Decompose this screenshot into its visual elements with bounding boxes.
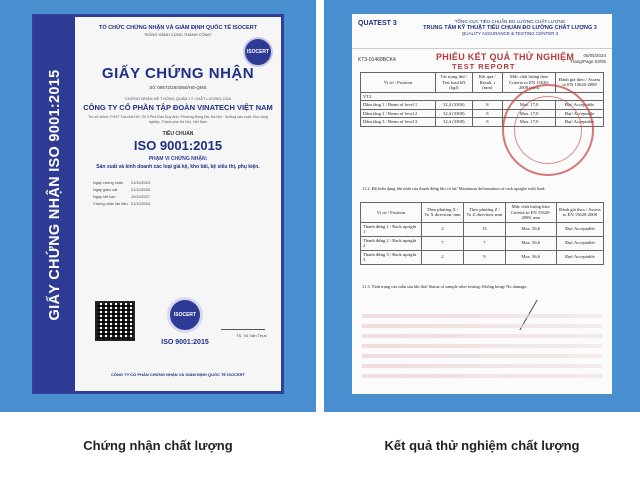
qr-code-icon xyxy=(95,301,135,341)
date-row: Ngày chứng nhận 21/10/2024 xyxy=(93,180,151,185)
certificate-company: CÔNG TY CỔ PHẦN TẬP ĐOÀN VINATECH VIỆT NAM xyxy=(83,103,273,112)
table-row: Thanh đứng 1 / Rack upright 1 2 15 Max. 56,6 Đạt/ Acceptable xyxy=(361,222,604,236)
faint-footer-line xyxy=(362,324,602,328)
faint-footer-line xyxy=(362,344,602,348)
certificate-seal: ISOCERT xyxy=(243,37,273,67)
table-row: Dầm tầng 1 / Beam of level 1 32,4 (3300) 8 Max. 17,0 Đạt/ Acceptable xyxy=(361,101,604,110)
red-stamp-icon xyxy=(502,84,594,176)
panel-gap xyxy=(316,0,324,480)
report-title: PHIẾU KẾT QUẢ THỬ NGHIỆM xyxy=(436,52,575,62)
certificate-bottom xyxy=(79,293,277,383)
table-header-row: Vị trí / Position Theo phương X / To X direction, mm Theo phương Z / To Z direction, mm Mức chất lượng theo Criteria to EN 15620-2008, mm Đánh giá theo / Assess to EN 15620-2008 xyxy=(361,203,604,223)
upright-deformation-table xyxy=(360,202,604,265)
certificate-title: GIẤY CHỨNG NHẬN xyxy=(101,65,255,82)
table-row: Thanh đứng 2 / Rack upright 2 7 7 Max. 56,6 Đạt/ Acceptable xyxy=(361,236,604,250)
certificate-standard-label: TIÊU CHUẨN xyxy=(162,131,194,137)
certificate-scope: Sản xuất và kinh doanh các loại giá kệ, kho bãi, kệ siêu thị, phụ kiện. xyxy=(96,164,260,170)
report-note-2: 11.3. Tình trạng của mẫu sau khi thử/ Status of sample after testing: Không hỏng/ No damage. xyxy=(362,284,528,289)
faint-footer-line xyxy=(362,374,602,378)
test-report xyxy=(352,14,612,394)
report-title-row xyxy=(352,49,612,73)
quality-certificate xyxy=(32,14,284,394)
report-org: TỔNG CỤC TIÊU CHUẨN ĐO LƯỜNG CHẤT LƯỢNG TRUNG TÂM KỸ THUẬT TIÊU CHUẨN ĐO LƯỜNG CHẤT LƯỢNG 3 QUALITY ASSURANCE & TESTING CENTER 3 xyxy=(423,19,597,36)
table-header-row: Vị trí / Position Tải trọng thử / Test load kN (kgf) Kết quả / Result, t (mm) Mức chất lượng theo Criteria to EN 15620-2008 (mm) Đánh giá theo / Assess to EN 15620-2008 xyxy=(361,73,604,93)
isocert-logo: ISOCERT xyxy=(167,297,203,333)
quatest-logo: QUATEST 3 xyxy=(358,20,397,27)
certificate-org-sub: "ĐỒNG HÀNH CÙNG THÀNH CÔNG" xyxy=(143,32,213,37)
certificate-sidebar-text: GIẤY CHỨNG NHẬN ISO 9001:2015 xyxy=(47,69,63,321)
report-note-1: 11.2. Độ biến dạng lớn nhất của thanh đứng khi có tải/ Maximum deformation of rack upright with load: xyxy=(362,186,546,191)
certificate-number: Số: 09572/29/4060/HS-QMS xyxy=(149,85,207,90)
certificate-footer-org: CÔNG TY CỔ PHẦN CHỨNG NHẬN VÀ GIÁM ĐỊNH QUỐC TẾ ISOCERT xyxy=(111,372,245,377)
signature-icon xyxy=(221,311,265,330)
date-row: Chứng nhận lần đầu 21/10/2024 xyxy=(93,201,151,206)
certificate-body xyxy=(79,21,277,387)
report-header xyxy=(352,14,612,49)
certificate-sidebar xyxy=(35,17,75,391)
date-row: Ngày hết hạn 20/10/2027 xyxy=(93,194,151,199)
faint-footer-line xyxy=(362,354,602,358)
faint-footer-line xyxy=(362,334,602,338)
table-row: VT2 xyxy=(361,92,604,101)
table-row: Thanh đứng 3 / Rack upright 3 2 9 Max. 56,6 Đạt/ Acceptable xyxy=(361,250,604,264)
caption-right: Kết quả thử nghiệm chất lượng xyxy=(384,438,580,453)
report-page-info: 05/05/2024 Trang/Page 03/05 xyxy=(570,53,606,64)
certificate-address: Trụ sở chính: P.907 Tòa nhà HH, Số 3 Phố Đào Duy Anh, Phường Đống Đa, Hà Nội · Xưởng sản xuất: Khu công nghiệp, Thành phố Hà Nội, Việt Nam xyxy=(88,115,268,124)
date-row: Ngày giám sát 21/10/2025 xyxy=(93,187,151,192)
faint-footer-line xyxy=(362,364,602,368)
certificate-standard: ISO 9001:2015 xyxy=(133,138,223,153)
certificate-signer: TS. Vũ Văn Thực xyxy=(236,333,267,338)
report-code: KT3-01468BCK4 xyxy=(358,57,396,63)
caption-left: Chứng nhận chất lượng xyxy=(83,438,233,453)
certificate-iso-small: ISO 9001:2015 xyxy=(161,339,209,346)
report-title-en: TEST REPORT xyxy=(452,62,516,71)
table-row: Dầm tầng 3 / Beam of level 3 32,4 (3300) 8 Max. 17,0 Đạt/ Acceptable xyxy=(361,118,604,127)
certificate-scope-label: PHẠM VI CHỨNG NHẬN: xyxy=(148,156,208,162)
caption-bar xyxy=(0,412,640,480)
certificate-cert-line: CHỨNG NHẬN HỆ THỐNG QUẢN LÝ CHẤT LƯỢNG CỦA xyxy=(124,96,232,101)
faint-footer-line xyxy=(362,314,602,318)
certificate-org: TỔ CHỨC CHỨNG NHẬN VÀ GIÁM ĐỊNH QUỐC TẾ ISOCERT xyxy=(99,25,257,31)
table-row: Dầm tầng 2 / Beam of level 2 32,4 (3300) 8 Max. 17,0 Đạt/ Acceptable xyxy=(361,109,604,118)
certificate-dates xyxy=(79,179,277,207)
